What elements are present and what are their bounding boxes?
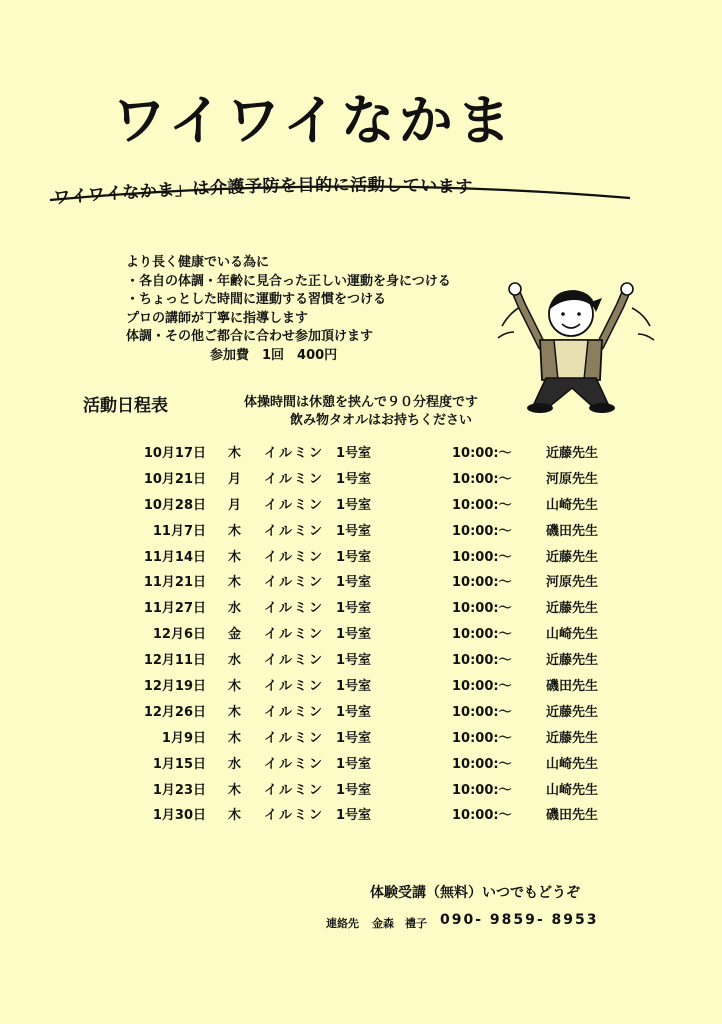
contact-label: 連絡先 bbox=[326, 917, 359, 930]
schedule-time: 10:00:～ bbox=[452, 601, 512, 617]
schedule-teacher: 河原先生 bbox=[546, 471, 599, 487]
schedule-date: 10月17日 bbox=[143, 446, 206, 461]
schedule-day: 金 bbox=[228, 627, 242, 643]
schedule-date: 1月23日 bbox=[152, 782, 206, 798]
schedule-row bbox=[130, 442, 630, 468]
schedule-teacher: 近藤先生 bbox=[546, 653, 599, 669]
intro-line: 体調・その他ご都合に合わせ参加頂けます bbox=[126, 329, 374, 344]
schedule-heading: 活動日程表 bbox=[83, 396, 168, 416]
schedule-day: 木 bbox=[228, 704, 242, 720]
schedule-date: 11月14日 bbox=[143, 549, 206, 565]
schedule-date: 10月28日 bbox=[143, 497, 206, 513]
schedule-day: 水 bbox=[228, 653, 242, 669]
schedule-room: 1号室 bbox=[336, 679, 372, 695]
schedule-row bbox=[130, 779, 630, 805]
fee-text: 参加費 1回 400円 bbox=[210, 347, 338, 363]
schedule-row bbox=[130, 727, 630, 753]
schedule-date: 11月7日 bbox=[152, 523, 206, 539]
schedule-date: 10月21日 bbox=[143, 471, 206, 487]
cheering-man-illustration bbox=[496, 276, 656, 416]
schedule-time: 10:00:～ bbox=[452, 523, 512, 539]
schedule-day: 水 bbox=[228, 601, 242, 617]
schedule-room: 1号室 bbox=[336, 523, 372, 539]
schedule-day: 木 bbox=[228, 549, 242, 565]
schedule-place: イルミン bbox=[264, 730, 325, 746]
schedule-note-duration: 体操時間は休憩を挟んで９０分程度です bbox=[244, 395, 479, 410]
schedule-time: 10:00:～ bbox=[452, 756, 512, 772]
schedule-row bbox=[130, 546, 630, 572]
schedule-row bbox=[130, 494, 630, 520]
trial-text: 体験受講（無料）いつでもどうぞ bbox=[370, 885, 580, 901]
schedule-row bbox=[130, 468, 630, 494]
schedule-place: イルミン bbox=[264, 653, 325, 669]
schedule-time: 10:00:～ bbox=[452, 446, 512, 461]
intro-line: ・各自の体調・年齢に見合った正しい運動を身につける bbox=[126, 273, 451, 289]
schedule-room: 1号室 bbox=[336, 653, 372, 669]
schedule-date: 1月15日 bbox=[152, 756, 206, 772]
schedule-date: 12月26日 bbox=[143, 704, 206, 720]
subtitle-text: ワイワイなかま」は介護予防を目的に活動しています bbox=[52, 175, 474, 209]
intro-line: より長く健康でいる為に bbox=[126, 255, 270, 270]
schedule-day: 木 bbox=[228, 730, 242, 746]
schedule-place: イルミン bbox=[264, 549, 325, 565]
schedule-teacher: 近藤先生 bbox=[546, 446, 599, 461]
svg-text:ワイワイなかま」は介護予防を目的に活動しています bbox=[53, 175, 473, 209]
schedule-room: 1号室 bbox=[336, 627, 372, 643]
schedule-room: 1号室 bbox=[336, 575, 372, 591]
schedule-time: 10:00:～ bbox=[452, 549, 512, 565]
schedule-room: 1号室 bbox=[336, 446, 372, 461]
schedule-day: 木 bbox=[228, 808, 242, 824]
schedule-room: 1号室 bbox=[336, 730, 372, 746]
schedule-date: 11月27日 bbox=[143, 601, 206, 617]
schedule-teacher: 磯田先生 bbox=[546, 808, 599, 824]
intro-block bbox=[126, 254, 451, 365]
schedule-place: イルミン bbox=[264, 808, 325, 824]
schedule-room: 1号室 bbox=[336, 549, 372, 565]
schedule-room: 1号室 bbox=[336, 471, 372, 487]
schedule-row bbox=[130, 571, 630, 597]
schedule-time: 10:00:～ bbox=[452, 497, 512, 513]
schedule-day: 月 bbox=[228, 471, 242, 487]
schedule-day: 木 bbox=[228, 782, 242, 798]
schedule-teacher: 山崎先生 bbox=[546, 627, 599, 643]
schedule-teacher: 近藤先生 bbox=[546, 601, 599, 617]
schedule-date: 11月21日 bbox=[143, 575, 206, 591]
schedule-date: 1月9日 bbox=[161, 730, 206, 746]
schedule-time: 10:00:～ bbox=[452, 730, 512, 746]
schedule-place: イルミン bbox=[264, 523, 325, 539]
schedule-place: イルミン bbox=[264, 471, 325, 487]
schedule-teacher: 磯田先生 bbox=[546, 679, 599, 695]
schedule-time: 10:00:～ bbox=[452, 627, 512, 643]
schedule-room: 1号室 bbox=[336, 704, 372, 720]
flyer-title: ワイワイなかま bbox=[112, 89, 515, 152]
subtitle-banner bbox=[40, 168, 640, 218]
schedule-teacher: 近藤先生 bbox=[546, 704, 599, 720]
schedule-time: 10:00:～ bbox=[452, 679, 512, 695]
schedule-time: 10:00:～ bbox=[452, 653, 512, 669]
contact-phone: 090- 9859- 8953 bbox=[440, 912, 599, 928]
schedule-room: 1号室 bbox=[336, 808, 372, 824]
schedule-time: 10:00:～ bbox=[452, 575, 512, 591]
schedule-teacher: 河原先生 bbox=[546, 575, 599, 591]
schedule-room: 1号室 bbox=[336, 756, 372, 772]
schedule-row bbox=[130, 597, 630, 623]
schedule-place: イルミン bbox=[264, 679, 325, 695]
schedule-place: イルミン bbox=[264, 497, 325, 513]
intro-line: ・ちょっとした時間に運動する習慣をつける bbox=[126, 292, 387, 307]
schedule-row bbox=[130, 675, 630, 701]
schedule-place: イルミン bbox=[264, 756, 325, 772]
schedule-place: イルミン bbox=[264, 627, 325, 643]
schedule-day: 月 bbox=[228, 497, 242, 513]
schedule-room: 1号室 bbox=[336, 601, 372, 617]
schedule-teacher: 山崎先生 bbox=[546, 782, 599, 798]
schedule-date: 12月19日 bbox=[143, 679, 206, 695]
schedule-table bbox=[130, 442, 630, 830]
schedule-day: 木 bbox=[228, 523, 242, 539]
schedule-room: 1号室 bbox=[336, 782, 372, 798]
schedule-row bbox=[130, 623, 630, 649]
schedule-row bbox=[130, 701, 630, 727]
schedule-time: 10:00:～ bbox=[452, 782, 512, 798]
schedule-place: イルミン bbox=[264, 601, 325, 617]
schedule-place: イルミン bbox=[264, 782, 325, 798]
schedule-date: 12月11日 bbox=[143, 653, 206, 669]
schedule-date: 12月6日 bbox=[152, 627, 206, 643]
schedule-place: イルミン bbox=[264, 575, 325, 591]
schedule-day: 水 bbox=[228, 756, 242, 772]
schedule-row bbox=[130, 804, 630, 830]
contact-name: 金森 禮子 bbox=[372, 917, 427, 930]
schedule-day: 木 bbox=[228, 679, 242, 695]
schedule-row bbox=[130, 649, 630, 675]
schedule-teacher: 近藤先生 bbox=[546, 549, 599, 565]
schedule-place: イルミン bbox=[264, 704, 325, 720]
schedule-teacher: 山崎先生 bbox=[546, 497, 599, 513]
schedule-date: 1月30日 bbox=[152, 808, 206, 824]
schedule-time: 10:00:～ bbox=[452, 471, 512, 487]
schedule-teacher: 近藤先生 bbox=[546, 730, 599, 746]
schedule-day: 木 bbox=[228, 446, 242, 461]
schedule-teacher: 磯田先生 bbox=[546, 523, 599, 539]
schedule-row bbox=[130, 520, 630, 546]
schedule-note-bring: 飲み物タオルはお持ちください bbox=[290, 413, 473, 428]
intro-line: プロの講師が丁寧に指導します bbox=[126, 310, 309, 326]
schedule-time: 10:00:～ bbox=[452, 704, 512, 720]
schedule-day: 木 bbox=[228, 575, 242, 591]
schedule-room: 1号室 bbox=[336, 497, 372, 513]
schedule-time: 10:00:～ bbox=[452, 808, 512, 824]
schedule-row bbox=[130, 753, 630, 779]
schedule-place: イルミン bbox=[264, 446, 325, 461]
schedule-teacher: 山崎先生 bbox=[546, 756, 599, 772]
